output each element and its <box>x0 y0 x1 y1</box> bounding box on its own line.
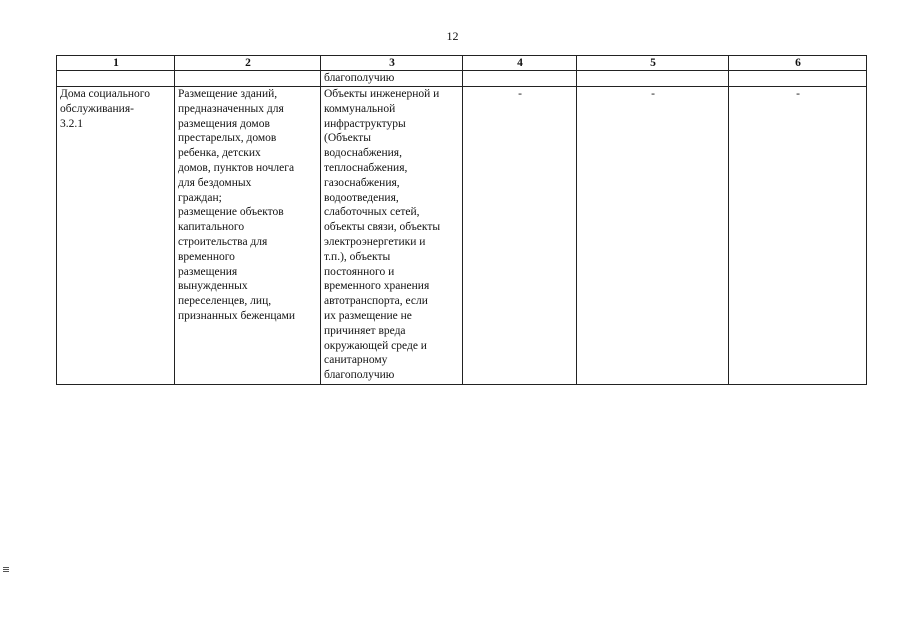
page-number: 12 <box>446 29 459 43</box>
header-col-2: 2 <box>175 56 321 71</box>
continuation-row <box>57 71 867 87</box>
auxiliary-use-cell: Объекты инженерной и коммунальной инфраструктуры (Объекты водоснабжения, теплоснабжения, газоснабжения, водоотведения, слаботочных сетей, объекты связи, объекты электроэнергетики и т.п.), объекты постоянного и временного хранения автотранспорта, если их размещение не причиняет вреда окружающей среде и санитарному благополучию <box>321 87 463 385</box>
col5-cell: - <box>577 87 729 385</box>
margin-marks <box>3 567 9 573</box>
regulations-table <box>56 55 867 385</box>
cont-cell-3: благополучию <box>321 71 463 87</box>
cont-cell-5 <box>577 71 729 87</box>
land-use-type-cell: Дома социального обслуживания- 3.2.1 <box>57 87 175 385</box>
cont-cell-4 <box>463 71 577 87</box>
table-row <box>57 87 867 385</box>
header-col-5: 5 <box>577 56 729 71</box>
header-row <box>57 56 867 71</box>
header-col-1: 1 <box>57 56 175 71</box>
main-use-description-cell: Размещение зданий, предназначенных для размещения домов престарелых, домов ребенка, детских домов, пунктов ночлега для бездомных граждан; размещение объектов капитального строительства для временного размещения вынужденных переселенцев, лиц, признанных беженцами <box>175 87 321 385</box>
header-col-4: 4 <box>463 56 577 71</box>
col6-cell: - <box>729 87 867 385</box>
header-col-3: 3 <box>321 56 463 71</box>
cont-cell-6 <box>729 71 867 87</box>
header-col-6: 6 <box>729 56 867 71</box>
col4-cell: - <box>463 87 577 385</box>
cont-cell-1 <box>57 71 175 87</box>
cont-cell-2 <box>175 71 321 87</box>
